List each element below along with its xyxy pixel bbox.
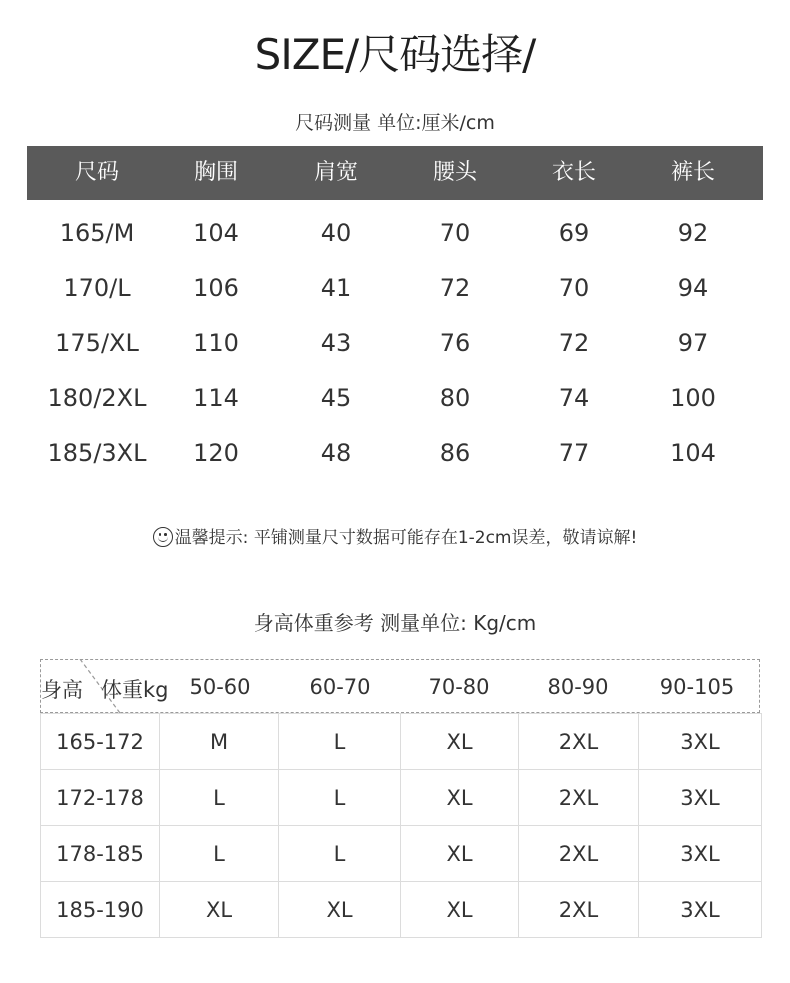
header-waist: 腰头 [432,160,478,185]
table-cell: L [160,770,279,826]
table-cell: 180/2XL [47,384,147,412]
table-row [27,316,763,371]
table-cell: 48 [320,439,352,467]
table-cell: L [279,770,401,826]
table-cell: 3XL [639,714,762,770]
smiley-icon [153,527,173,547]
table-cell: XL [401,714,519,770]
table-cell: 74 [558,384,590,412]
height-cell: 165-172 [41,714,160,770]
table-cell: 41 [320,274,352,302]
table-cell: 2XL [519,882,639,938]
table-cell: 86 [439,439,471,467]
table-cell: 3XL [639,826,762,882]
size-table-header [27,146,763,200]
table-cell: 175/XL [55,329,139,357]
table-row [41,714,762,770]
size-table-subtitle: 尺码测量 单位:厘米/cm [295,112,495,134]
table-cell: 3XL [639,770,762,826]
weight-header: 50-60 [189,675,251,699]
table-cell: 72 [558,329,590,357]
table-cell: 114 [193,384,239,412]
table-row [27,206,763,261]
table-cell: L [279,826,401,882]
table-cell: XL [160,882,279,938]
table-row [27,426,763,481]
table-cell: 92 [677,219,709,247]
table-cell: 45 [320,384,352,412]
height-weight-subtitle: 身高体重参考 测量单位: Kg/cm [253,611,537,635]
table-row [27,371,763,426]
page-title: SIZE/尺码选择/ [254,30,536,79]
weight-header: 90-105 [659,675,735,699]
table-cell: 2XL [519,770,639,826]
table-cell: 76 [439,329,471,357]
table-cell: 2XL [519,714,639,770]
header-length: 衣长 [551,160,597,185]
height-cell: 172-178 [41,770,160,826]
table-row [27,261,763,316]
table-row [41,882,762,938]
header-shoulder: 肩宽 [313,160,359,185]
height-weight-header [40,659,760,713]
table-cell: 170/L [63,274,131,302]
weight-header: 80-90 [547,675,609,699]
height-cell: 185-190 [41,882,160,938]
header-size: 尺码 [74,160,120,185]
table-cell: 97 [677,329,709,357]
table-cell: XL [401,882,519,938]
table-cell: 70 [558,274,590,302]
table-cell: 110 [193,329,239,357]
table-cell: 94 [677,274,709,302]
table-cell: 2XL [519,826,639,882]
table-cell: XL [401,770,519,826]
table-cell: 120 [193,439,239,467]
table-cell: 70 [439,219,471,247]
table-row [41,770,762,826]
table-cell: 104 [670,439,716,467]
table-cell: 40 [320,219,352,247]
header-pants-length: 裤长 [670,160,716,185]
table-cell: L [160,826,279,882]
table-row [41,826,762,882]
header-chest: 胸围 [193,160,239,185]
table-cell: 3XL [639,882,762,938]
table-cell: XL [401,826,519,882]
measurement-tip [0,523,790,548]
table-cell: 185/3XL [47,439,147,467]
table-cell: 100 [670,384,716,412]
corner-height-label: 身高 [41,678,83,702]
table-cell: 165/M [59,219,135,247]
height-cell: 178-185 [41,826,160,882]
table-cell: 69 [558,219,590,247]
table-cell: M [160,714,279,770]
table-cell: 77 [558,439,590,467]
table-cell: XL [279,882,401,938]
height-weight-table [40,713,761,938]
table-cell: 72 [439,274,471,302]
tip-text: 温馨提示: 平铺测量尺寸数据可能存在1-2cm误差，敬请谅解! [174,528,638,548]
table-cell: 104 [193,219,239,247]
corner-weight-label: 体重kg [101,678,169,702]
table-cell: 43 [320,329,352,357]
table-cell: 106 [193,274,239,302]
table-cell: L [279,714,401,770]
weight-header: 70-80 [428,675,490,699]
weight-header: 60-70 [309,675,371,699]
table-cell: 80 [439,384,471,412]
